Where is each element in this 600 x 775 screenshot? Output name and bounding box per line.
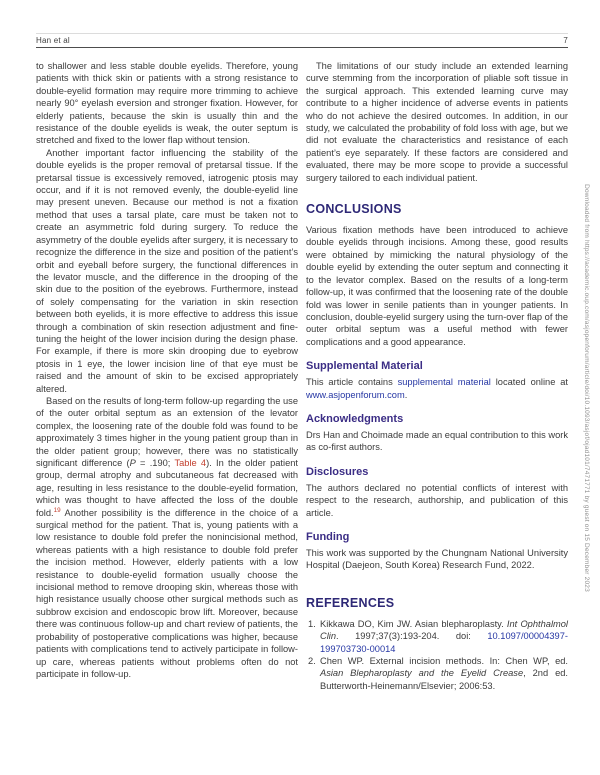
asjopenforum-link[interactable]: www.asjopenforum.com <box>306 389 405 400</box>
reference-text <box>320 656 568 691</box>
supplemental-material-paragraph <box>306 376 568 401</box>
reference-text <box>320 619 568 654</box>
article-body <box>36 60 568 692</box>
text-segment: Chen WP. External incision methods. In: Chen WP, ed. <box>320 656 568 666</box>
page-number: 7 <box>563 36 568 45</box>
disclosures-paragraph <box>306 482 568 519</box>
paragraph <box>36 147 298 395</box>
supplemental-material-link[interactable]: supplemental material <box>397 377 491 388</box>
text-segment: The authors declared no potential conflicts of interest with respect to the research, authorship, and publication of this article. <box>306 482 568 518</box>
paragraph-continuation <box>36 60 298 147</box>
text-segment: to shallower and less stable double eyelids. Therefore, young patients with thick skin or patients with a strong resistance to double-eyelid formation may require more trimming to achieve nearly 90° eyelash eversion and stronger fixation. However, for elderly patients, because the skin is usually thin and the resistance of the double eyelids is weak, the outer septum is stretched and fixed to the lower flap without tension. <box>36 61 298 146</box>
reference-list <box>306 618 568 692</box>
top-rule <box>36 33 568 34</box>
text-segment: Asian Blepharoplasty and the Eyelid Crease <box>320 668 524 679</box>
funding-heading: Funding <box>306 530 350 543</box>
text-segment: . 1997;37(3):193-204. doi: <box>336 631 488 642</box>
text-segment: Int Ophthalmol Clin <box>320 618 568 642</box>
conclusions-paragraph <box>306 224 568 348</box>
doi-link[interactable]: 10.1097/00004397-199703730-00014 <box>320 631 568 654</box>
text-segment: , 2nd ed. Butterworth-Heinemann/Elsevier; 2006:53. <box>320 668 568 691</box>
reference-number: 1. <box>308 618 316 629</box>
text-segment: The limitations of our study include an extended learning curve stemming from the incorporation of pliable soft tissue in the surgical approach. This extended learning curve may contribute to a higher incidence of adverse events in patients who do not achieve the desired outcomes. In addition, in our study, we calculated the probability of fold loss with age, but we did not evaluate the characteristics and resistance of each patient’s eye separately. If these factors are considered and evaluated, there may be more scope to provide a successful surgery tailored to each individual patient. <box>306 61 568 183</box>
reference-19-link[interactable]: 19 <box>53 506 61 514</box>
left-column <box>36 60 298 692</box>
text-segment: = .190; <box>135 458 175 468</box>
right-column <box>306 60 568 692</box>
text-segment: P <box>129 458 136 468</box>
text-segment: Drs Han and Choimade made an equal contribution to this work as co-first authors. <box>306 429 568 453</box>
paragraph <box>36 395 298 680</box>
disclosures-heading: Disclosures <box>306 465 369 478</box>
text-segment: This work was supported by the Chungnam National University Hospital (Daejeon, South Korea) Research Fund, 2022. <box>306 547 568 571</box>
acknowledgments-paragraph <box>306 429 568 454</box>
text-segment: Another possibility is the difference in the choice of a surgical method for the patient. That is, young patients with a low resistance to double fold prefer the nonincisional method, whereas patients with a high resistance to double fold prefer the incision method. However, elderly patients with a low resistance to double-eyelid formation usually choose the incisional method to remove drooping skin, whereas those with high resistance usually choose other surgical methods such as subbrow excision and endoscopic brow lift. Moreover, because there was continuous follow-up and chart review of patients, the probability of postoperative complications was higher, because patients with complications tend to actively participate in follow-up care, whereas patients without problems often do not participate in follow-up. <box>36 507 299 679</box>
funding-paragraph <box>306 547 568 572</box>
reference-number: 2. <box>308 656 316 666</box>
text-segment: located online at <box>490 377 569 388</box>
paragraph-limitations <box>306 60 568 184</box>
acknowledgments-heading: Acknowledgments <box>306 412 404 425</box>
text-segment: Various fixation methods have been introduced to achieve double eyelids through incisions. Among these, good results were obtained by mimicking the natural physiology of the double eyelid by extending the outer septum and connecting it to the levator complex. Based on the results of a long-term follow-up, it was confirmed that the loosening rate of the double fold was lower in senile patients than in younger patients. In conclusion, double-eyelid surgery using the turn-over flap of the outer orbital septum was a useful method with fewer complications and a good appearance. <box>306 225 568 347</box>
reference-item <box>306 655 568 692</box>
text-segment: This article contains <box>306 377 398 388</box>
running-head: Han et al <box>36 36 70 45</box>
text-segment: . <box>404 389 408 400</box>
supplemental-material-heading: Supplemental Material <box>306 360 423 373</box>
table-4-link[interactable]: Table 4 <box>174 458 207 468</box>
references-heading: REFERENCES <box>306 595 395 610</box>
reference-item <box>306 618 568 655</box>
text-segment: Kikkawa DO, Kim JW. Asian blepharoplasty. <box>320 618 507 629</box>
page-header <box>36 36 568 45</box>
conclusions-heading: CONCLUSIONS <box>306 202 402 217</box>
download-provenance-note: Downloaded from https://academic.oup.com/asjopenforum/article/doi/10.1093/asjof/ojad101/7471771 by guest on 15 December 2023 <box>583 183 590 592</box>
text-segment: Based on the results of long-term follow-up regarding the use of the outer orbital septum as an extension of the levator complex, the loosening rate of the double fold was found to be approximately 3 times higher in the young patient group than in the older patient group; however, there was no statistically significant difference ( <box>36 395 298 468</box>
text-segment: Another important factor influencing the stability of the double eyelids is the proper removal of pretarsal tissue. If the pretarsal tissue is excessively removed, iatrogenic ptosis may occur, and if it is not removed evenly, the double-eyelid line may present uneven. Because our method is not a fixation method that uses a tarsal plate, care must be taken not to create an asymmetric fold during surgery. To reduce the asymmetry of the double eyelids after surgery, it is necessary to recognize the difference in the size and position of the patient’s orbit and eyeball before surgery, the functional differences in the levator muscle, and the difference in the drooping of the skin due to the position of the eyebrows. Furthermore, instead of solely compensating for the variation in skin resection between both eyelids, it is more effective to address this issue through a combination of skin resection adjustment and fine-tuning the height of the lower incision during the design phase. For example, if there is more skin drooping due to eyebrow ptosis in 1 eye, the lower incision line of that eye must be raised and the amount of skin to be excised appropriately altered. <box>36 147 298 394</box>
header-rule <box>36 47 568 48</box>
text-segment: ). In the older patient group, dermal atrophy and subcutaneous fat decreased with age, resulting in less resistance to the double-eyelid formation, which was thought to have affected the loss of the double fold. <box>36 458 298 518</box>
